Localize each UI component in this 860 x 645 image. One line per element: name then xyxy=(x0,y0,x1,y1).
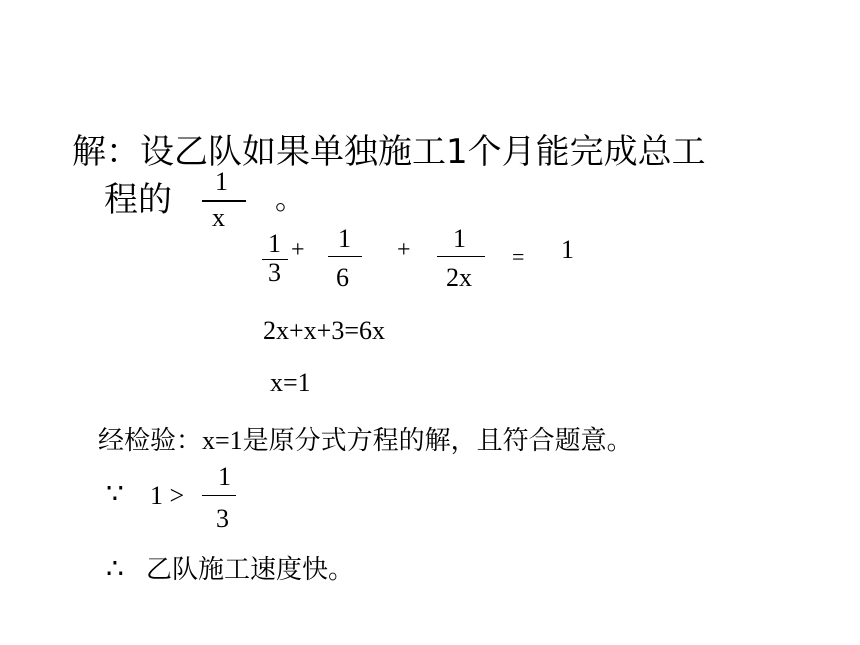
equation-rhs: 1 xyxy=(561,235,574,264)
equation-term2-numerator: 1 xyxy=(338,224,351,253)
solution-period: 。 xyxy=(275,182,305,217)
because-fraction-denominator: 3 xyxy=(216,504,229,533)
equation-term1-numerator: 1 xyxy=(268,229,281,258)
because-symbol: ∵ xyxy=(106,479,124,510)
equation-term3-denominator: 2x xyxy=(446,263,472,292)
because-fraction-numerator: 1 xyxy=(218,462,231,491)
equation-term3-bar xyxy=(437,256,485,257)
solution-intro-line-1: 解：设乙队如果单独施工1个月能完成总工 xyxy=(72,132,706,172)
fraction-1-over-x-numerator: 1 xyxy=(215,167,228,196)
fraction-1-over-x-denominator: x xyxy=(212,203,225,232)
equation-term2-denominator: 6 xyxy=(336,263,349,292)
equation-term3-numerator: 1 xyxy=(453,224,466,253)
verification-text: 经检验：x=1是原分式方程的解，且符合题意。 xyxy=(98,426,633,455)
equation-plus-1: + xyxy=(291,237,305,263)
fraction-1-over-x-bar xyxy=(202,200,246,202)
therefore-text: 乙队施工速度快。 xyxy=(146,555,355,584)
therefore-symbol: ∴ xyxy=(106,554,124,585)
equation-plus-2: + xyxy=(397,237,411,263)
solution-intro-line-2: 程的 xyxy=(104,180,172,220)
equation-step-2: x=1 xyxy=(270,368,311,397)
equation-equals: = xyxy=(512,244,525,269)
because-text: 1 > xyxy=(150,481,185,510)
because-fraction-bar xyxy=(202,495,236,496)
equation-term1-denominator: 3 xyxy=(268,258,281,287)
equation-step-1: 2x+x+3=6x xyxy=(263,316,385,345)
equation-term2-bar xyxy=(328,256,362,257)
